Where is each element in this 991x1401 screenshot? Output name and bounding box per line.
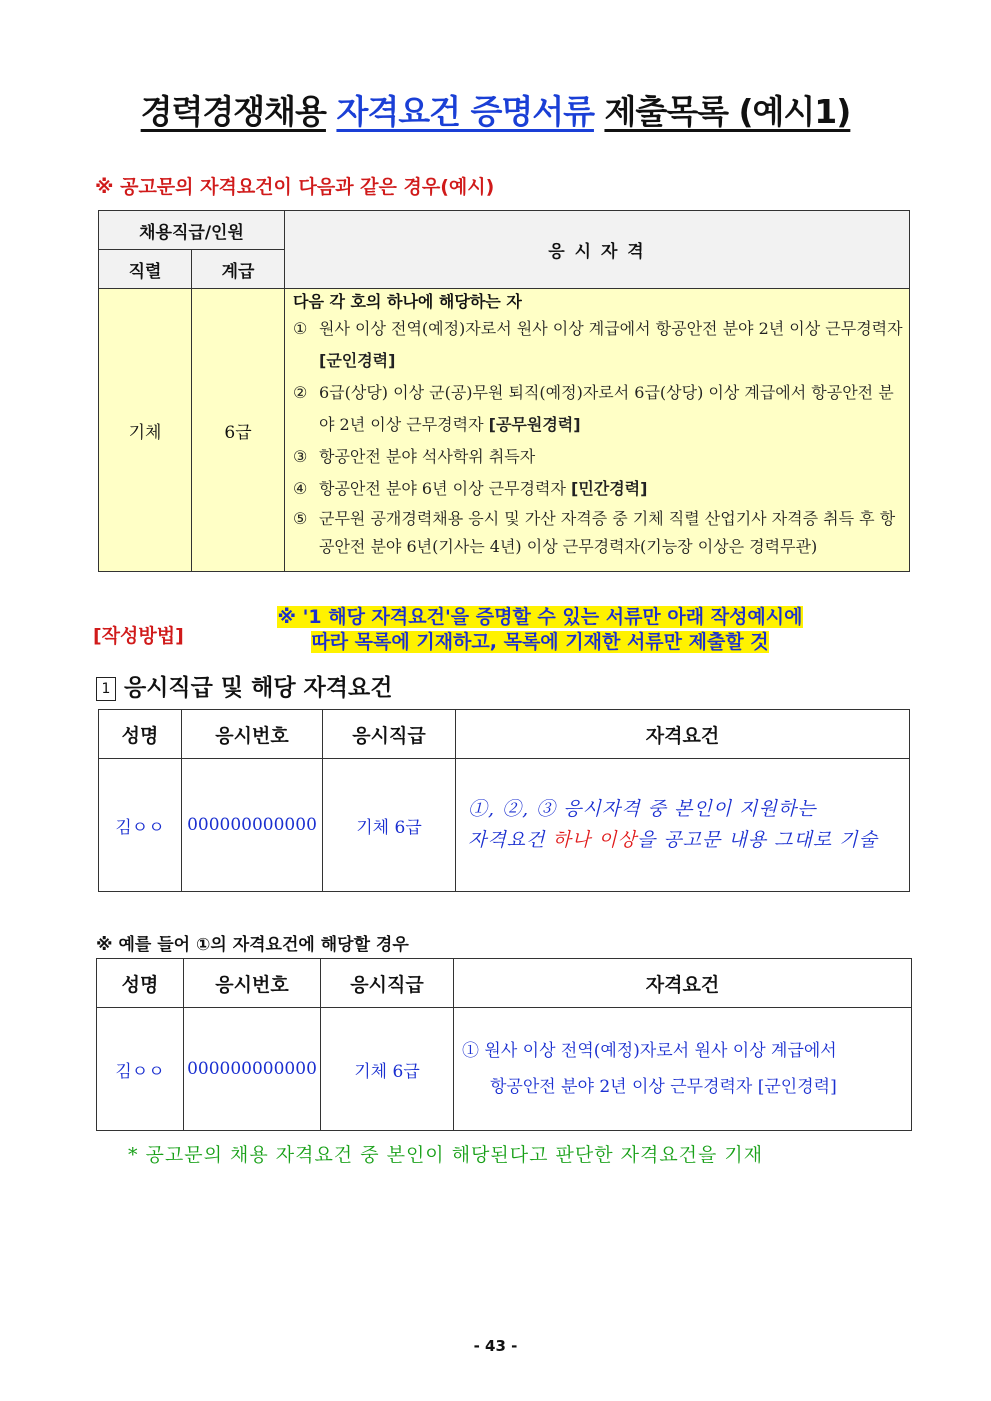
cell-qual-example: ① 원사 이상 전역(예정)자로서 원사 이상 계급에서 항공안전 분야 2년 이상 근무경력자 [군인경력] <box>454 1008 912 1131</box>
cell-qual-guide: ①, ②, ③ 응시자격 중 본인이 지원하는 자격요건 하나 이상을 공고문 내용 그대로 기술 <box>456 759 910 892</box>
th-position: 응시직급 <box>321 959 454 1008</box>
page-number: - 43 - <box>473 1337 518 1355</box>
example-note: ※ 예를 들어 ①의 자격요건에 해당할 경우 <box>96 935 409 955</box>
qual-item-4: ④ 항공안전 분야 6년 이상 근무경력자 [민간경력] <box>293 479 648 498</box>
cell-position: 기체 6급 <box>321 1008 454 1131</box>
qual-item-3: ③ 항공안전 분야 석사학위 취득자 <box>293 447 536 466</box>
cell-position: 기체 6급 <box>323 759 456 892</box>
th-name: 성명 <box>97 959 184 1008</box>
qual-item-5: ⑤ 군무원 공개경력채용 응시 및 가산 자격증 중 기체 직렬 산업기사 자격증 취득 후 항공안전 분야 6년(기사는 4년) 이상 근무경력자(기능장 이상은 경력무관) <box>293 509 896 556</box>
th-name: 성명 <box>99 710 182 759</box>
cell-series: 기체 <box>99 289 192 572</box>
cell-name: 김ㅇㅇ <box>99 759 182 892</box>
guide-table <box>98 709 910 892</box>
header-series: 직렬 <box>99 250 192 289</box>
qualification-table <box>98 210 910 572</box>
method-text <box>205 605 875 655</box>
th-position: 응시직급 <box>323 710 456 759</box>
header-grade: 계급 <box>192 250 285 289</box>
header-qual: 응 시 자 격 <box>285 211 910 289</box>
cell-grade: 6급 <box>192 289 285 572</box>
title-part1: 경력경쟁채용 <box>140 92 326 131</box>
method-line1: ※ '1 해당 자격요건'을 증명할 수 있는 서류만 아래 작성예시에 <box>277 606 803 628</box>
page-title <box>0 86 991 133</box>
section-title-text: 응시직급 및 해당 자격요건 <box>124 675 393 701</box>
title-part3: 제출목록 (예시1) <box>604 92 851 131</box>
th-qual: 자격요건 <box>456 710 910 759</box>
example-table <box>96 958 912 1131</box>
qual-item-2: ② 6급(상당) 이상 군(공)무원 퇴직(예정)자로서 6급(상당) 이상 계급에서 항공안전 분야 2년 이상 근무경력자 [공무원경력] <box>293 383 894 434</box>
title-part2: 자격요건 증명서류 <box>336 92 594 131</box>
footnote: * 공고문의 채용 자격요건 중 본인이 해당된다고 판단한 자격요건을 기재 <box>128 1144 764 1166</box>
cell-name: 김ㅇㅇ <box>97 1008 184 1131</box>
cell-number: 000000000000 <box>182 759 323 892</box>
method-line2: 따라 목록에 기재하고, 목록에 기재한 서류만 제출할 것 <box>311 631 769 653</box>
header-group: 채용직급/인원 <box>99 211 285 250</box>
section-title <box>96 669 392 702</box>
qual-lead: 다음 각 호의 하나에 해당하는 자 <box>293 292 522 311</box>
qual-item-1: ① 원사 이상 전역(예정)자로서 원사 이상 계급에서 항공안전 분야 2년 이상 근무경력자 [군인경력] <box>293 319 903 370</box>
cell-qualifications <box>285 289 910 572</box>
section-number-box: 1 <box>96 677 116 701</box>
method-label: [작성방법] <box>93 625 184 647</box>
th-qual: 자격요건 <box>454 959 912 1008</box>
th-number: 응시번호 <box>184 959 321 1008</box>
cell-number: 000000000000 <box>184 1008 321 1131</box>
th-number: 응시번호 <box>182 710 323 759</box>
notice-text: ※ 공고문의 자격요건이 다음과 같은 경우(예시) <box>95 176 495 198</box>
